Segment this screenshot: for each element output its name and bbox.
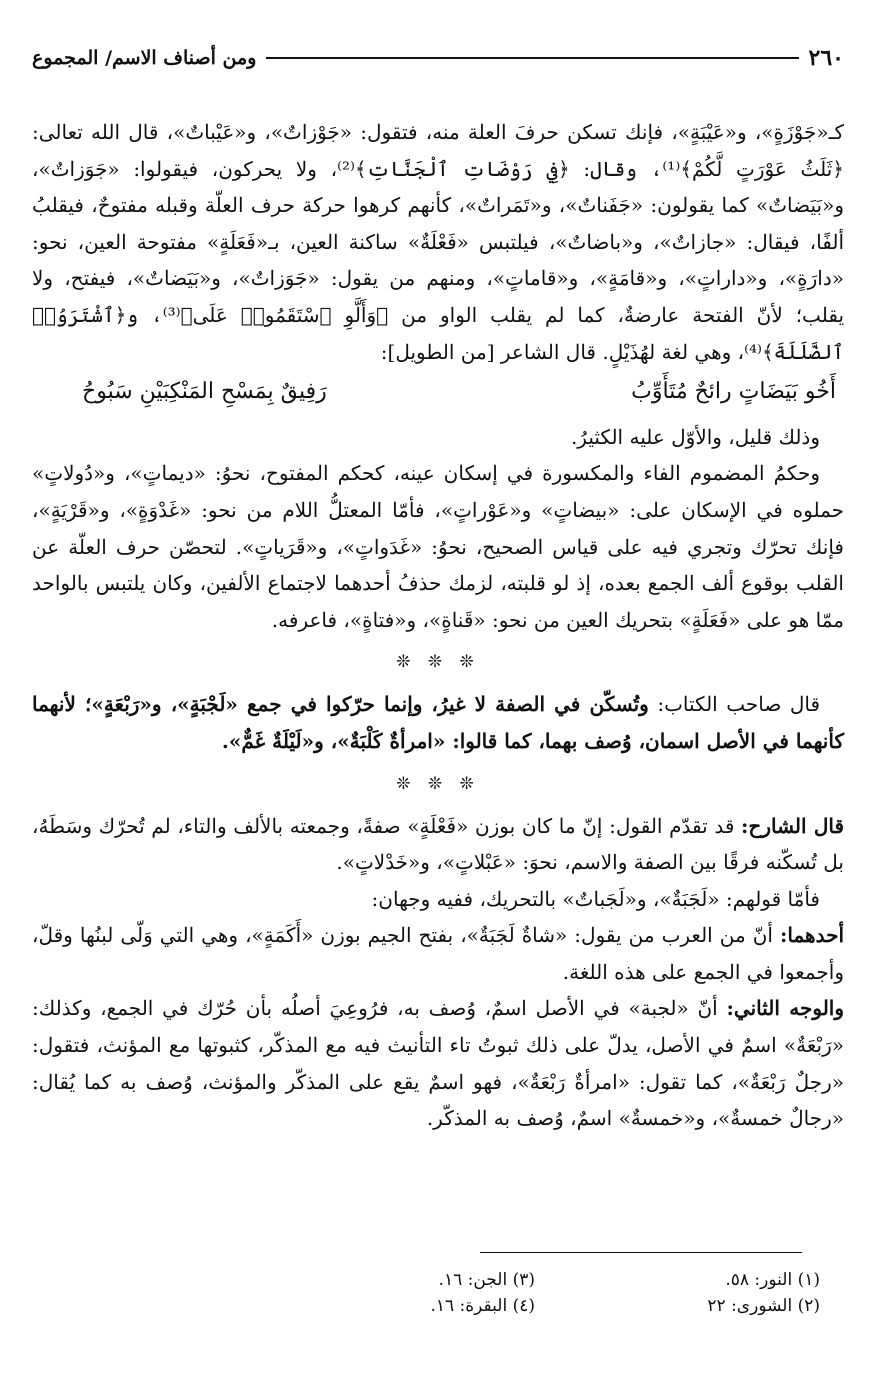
text-quote-body: وتُسكّن في الصفة لا غيرُ، وإنما حرّكوا في جمع «لَجْبَةٍ»، و«رَبْعَةٍ»؛ لأنهما كأنهما في الأصل اسمان، وُصف بهما، كما قالوا: «امرأةٌ كَلْبَةٌ»، و«لَيْلَةٌ غَمٌّ».: [32, 692, 844, 753]
footnote: (٢) الشورى: ٢٢: [707, 1296, 820, 1316]
commentary-intro: [32, 808, 844, 881]
footnote: (٣) الجن: ١٦.: [438, 1270, 535, 1290]
first-aspect-label: أحدهما:: [780, 923, 845, 948]
poetry-verse: [32, 370, 844, 415]
running-header: [32, 40, 844, 76]
second-aspect-text: أنّ «لجبة» في الأصل اسمٌ، وُصف به، فرُوعِيَ أصلُه بأن حُرّك في الجمع، وكذلك: «رَبْعَةٌ» اسمٌ في الأصل، يدلّ على ذلك ثبوتُ تاء التأنيث فيه مع المذكّر، كثبوتها مع المؤنث، فتقول: «رجلٌ رَبْعَةٌ»، كما تقول: «امرأةٌ رَبْعَةٌ»، فهو اسمٌ يقع على المذكّر والمؤنث، وُصف به كما يُقال: «رجالٌ خمسةٌ»، و«خمسةٌ» اسمٌ، وُصف به المذكّر.: [32, 996, 845, 1131]
first-aspect-text: أنّ من العرب من يقول: «شاةٌ لَجَبَةٌ»، بفتح الجيم بوزن «أَكَمَةٍ»، وهي التي وَلّى لبنُها وقلّ، وأجمعوا في الجمع على هذه اللغة.: [32, 923, 844, 984]
paragraph: كـ«جَوْزَةٍ»، و«عَيْبَةٍ»، فإنك تسكن حرفَ العلة منه، فتقول: «جَوْزاتٌ»، و«عَيْباتٌ»، قال الله تعالى: ﴿ثَلَثُ عَوْرَتٍ لَّكُمْ﴾⁽¹⁾، وقال: ﴿فِي رَوْضَاتِ ٱلْجَنَّاتِ﴾⁽²⁾، ولا يحركون، فيقولوا: «جَوَزاتٌ»، و«بَيَضاتٌ» كما يقولون: «جَفَناتٌ»، و«تَمَراتٌ»، كأنهم كرهوا حركة حرف العلّة وقبله مفتوحٌ، فيقلبُ ألفًا، فيقال: «جازاتٌ»، و«باضاتٌ»، فيلتبس «فَعْلَةٌ» ساكنة العين، بـ«فَعَلَةٍ» مفتوحة العين، نحو: «دارَةٍ»، و«داراتٍ»، و«قامَةٍ»، و«قاماتٍ»، ومنهم من يقول: «جَوَزاتٌ»، و«بَيَضاتٌ»، فيفتح، ولا يقلب؛ لأنّ الفتحة عارضةٌ، كما لم يقلب الواو من ﴿وَأَلَّوِ ٱسْتَقَمُوا۟ عَلَى﴾⁽³⁾، و﴿ٱشْتَرَوُا۟ ٱلضَّلَلَةَ﴾⁽⁴⁾، وهي لغة لهُذَيْلٍ. قال الشاعر [من الطويل]:: [32, 120, 845, 364]
paragraph: وحكمُ المضموم الفاء والمكسورة في إسكان عينه، كحكم المفتوح، نحوُ: «ديماتٍ»، و«دُولاتٍ» حملوه في الإسكان على: «بيضاتٍ» و«عَوْراتٍ»، فأمّا المعتلُّ اللام من نحو: «غَدْوَةٍ»، و«قَرْيَةٍ»، فإنك تحرّك وتجري فيه على قياس الصحيح، نحوُ: «غَدَواتٍ»، و«قَرَياتٍ». لتحصّن حرف العلّة عن القلب بوقوع ألف الجمع بعده، إذ لو قلبته، لزمك حذفُ أحدهما لاجتماع الألفين، وكان يلتبس بالواحد ممّا هو على «فَعَلَةٍ» بتحريك العين من نحو: «قَناةٍ»، و«فتاةٍ»، فاعرفه.: [32, 461, 844, 632]
commentary-label: قال الشارح:: [741, 813, 844, 838]
paragraph: فأمّا قولهم: «لَجَبَةٌ»، و«لَجَباتٌ» بالتحريك، ففيه وجهان:: [371, 886, 820, 911]
second-aspect-label: والوجه الثاني:: [726, 996, 845, 1021]
verse-hemistich-second: رَفِيقٌ بِمَسْحِ المَنْكِبَيْنِ سَبُوحُ: [82, 379, 327, 405]
verse-hemistich-first: أَخُو بَيَضَاتٍ رائحٌ مُتَأَوِّبُ: [631, 379, 836, 405]
page-body: [32, 114, 844, 1137]
section-separator: ❊ ❊ ❊: [396, 652, 480, 673]
page-number: ٢٦٠: [808, 45, 844, 71]
first-aspect: [32, 917, 844, 990]
header-rule: [266, 57, 798, 59]
text-quote: [32, 686, 844, 759]
text-quote-label: قال صاحب الكتاب:: [657, 692, 821, 717]
paragraph: وذلك قليل، والأوّل عليه الكثيرُ.: [570, 424, 820, 449]
footnotes: [250, 1270, 820, 1316]
page: [32, 40, 844, 1137]
section-separator: ❊ ❊ ❊: [396, 773, 480, 794]
footnote: (١) النور: ٥٨.: [725, 1270, 820, 1290]
second-aspect: [32, 990, 844, 1136]
section-title: ومن أصناف الاسم/ المجموع: [32, 47, 257, 69]
footnote-separator: [480, 1252, 802, 1253]
commentary-text: قد تقدّم القول: إنّ ما كان بوزن «فَعْلَةٍ» صفةً، وجمعته بالألف والتاء، لم تُحرّك وسَطَهُ، بل تُسكّنه فرقًا بين الصفة والاسم، نحوَ: «عَبْلاتٍ»، و«خَدْلاتٍ».: [32, 813, 844, 875]
footnote: (٤) البقرة: ١٦.: [430, 1296, 535, 1316]
